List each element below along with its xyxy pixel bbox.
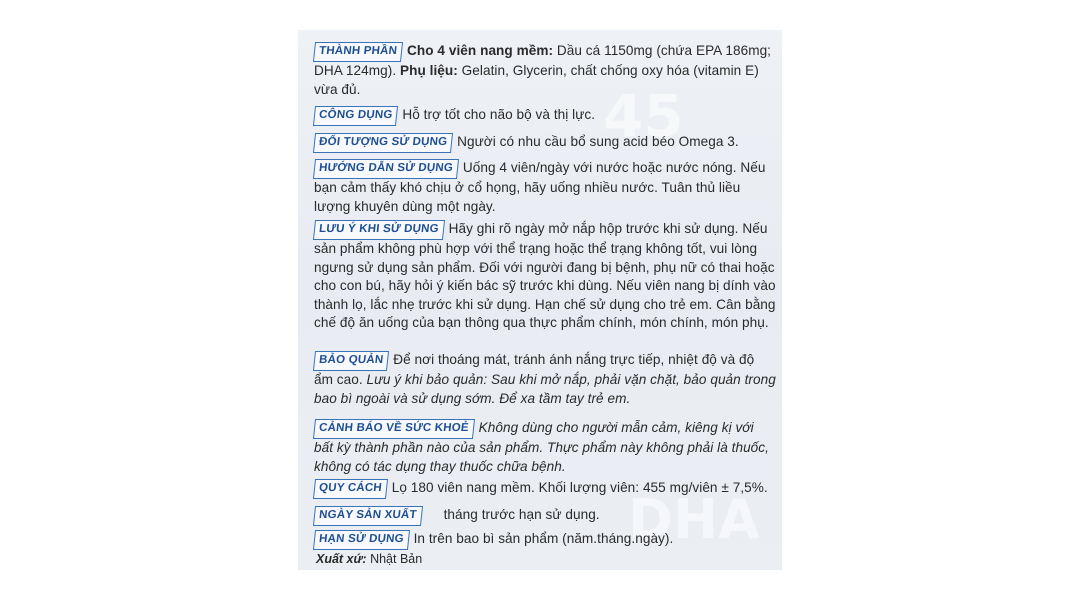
watermark-45: 45: [603, 82, 684, 150]
section-thanh-phan: THÀNH PHẦN Cho 4 viên nang mềm: Dầu cá 1150mg (chứa EPA 186mg; DHA 124mg). Phụ liệu: Gelatin, Glycerin, chất chống oxy hóa (vitamin E) vừa đủ.: [314, 43, 772, 97]
origin-line: Xuất xứ: Nhật Bản: [316, 552, 423, 566]
section-doi-tuong: ĐỐI TƯỢNG SỬ DỤNG Người có nhu cầu bổ sung acid béo Omega 3.: [314, 133, 776, 153]
tag-bao-quan: BẢO QUẢN: [313, 351, 389, 371]
tag-canh-bao: CẢNH BÁO VỀ SỨC KHOẺ: [313, 419, 475, 439]
product-label: [298, 30, 782, 570]
tag-cong-dung: CÔNG DỤNG: [313, 106, 398, 126]
tag-ngay-san-xuat: NGÀY SẢN XUẤT: [313, 506, 423, 526]
tag-thanh-phan: THÀNH PHẦN: [313, 42, 403, 62]
tag-doi-tuong: ĐỐI TƯỢNG SỬ DỤNG: [313, 133, 453, 153]
section-ngay-san-xuat: NGÀY SẢN XUẤT tháng trước hạn sử dụng.: [314, 506, 776, 526]
tag-luu-y: LƯU Ý KHI SỬ DỤNG: [313, 220, 445, 240]
section-luu-y: LƯU Ý KHI SỬ DỤNG Hãy ghi rõ ngày mở nắp hộp trước khi sử dụng. Nếu sản phẩm không phù hợp với thể trạng hoặc thể trạng không tốt, vui lòng ngưng sử dụng sản phẩm. Đối với người đang bị bệnh, phụ nữ có thai hoặc cho con bú, hãy hỏi ý kiến bác sỹ trước khi dùng. Nếu viên nang bị dính vào thành lọ, lắc nhẹ trước khi sử dụng. Hạn chế sử dụng cho trẻ em. Cân bằng chế độ ăn uống của bạn thông qua thực phẩm chính, món chính, món phụ.: [314, 221, 776, 330]
section-quy-cach: QUY CÁCH Lọ 180 viên nang mềm. Khối lượng viên: 455 mg/viên ± 7,5%.: [314, 479, 776, 499]
section-han-su-dung: HẠN SỬ DỤNG In trên bao bì sản phẩm (năm.tháng.ngày).: [314, 530, 776, 550]
tag-quy-cach: QUY CÁCH: [313, 479, 388, 499]
section-cong-dung: CÔNG DỤNG Hỗ trợ tốt cho não bộ và thị lực.: [314, 106, 776, 126]
tag-han-su-dung: HẠN SỬ DỤNG: [313, 530, 410, 550]
section-canh-bao: CẢNH BÁO VỀ SỨC KHOẺ Không dùng cho người mẫn cảm, kiêng kị với bất kỳ thành phần nào của sản phẩm. Thực phẩm này không phải là thuốc, không có tác dụng thay thuốc chữa bệnh.: [314, 420, 769, 474]
tag-huong-dan: HƯỚNG DẪN SỬ DỤNG: [313, 159, 459, 179]
section-huong-dan: HƯỚNG DẪN SỬ DỤNG Uống 4 viên/ngày với nước hoặc nước nóng. Nếu bạn cảm thấy khó chịu ở cổ họng, hãy uống nhiều nước. Tuân thủ liều lượng khuyên dùng một ngày.: [314, 160, 766, 214]
section-bao-quan: BẢO QUẢN Để nơi thoáng mát, tránh ánh nắng trực tiếp, nhiệt độ và độ ẩm cao. Lưu ý khi bảo quản: Sau khi mở nắp, phải vặn chặt, bảo quản trong bao bì ngoài và sử dụng sớm. Để xa tầm tay trẻ em.: [314, 352, 776, 406]
watermark-dha: DHA: [628, 488, 760, 551]
